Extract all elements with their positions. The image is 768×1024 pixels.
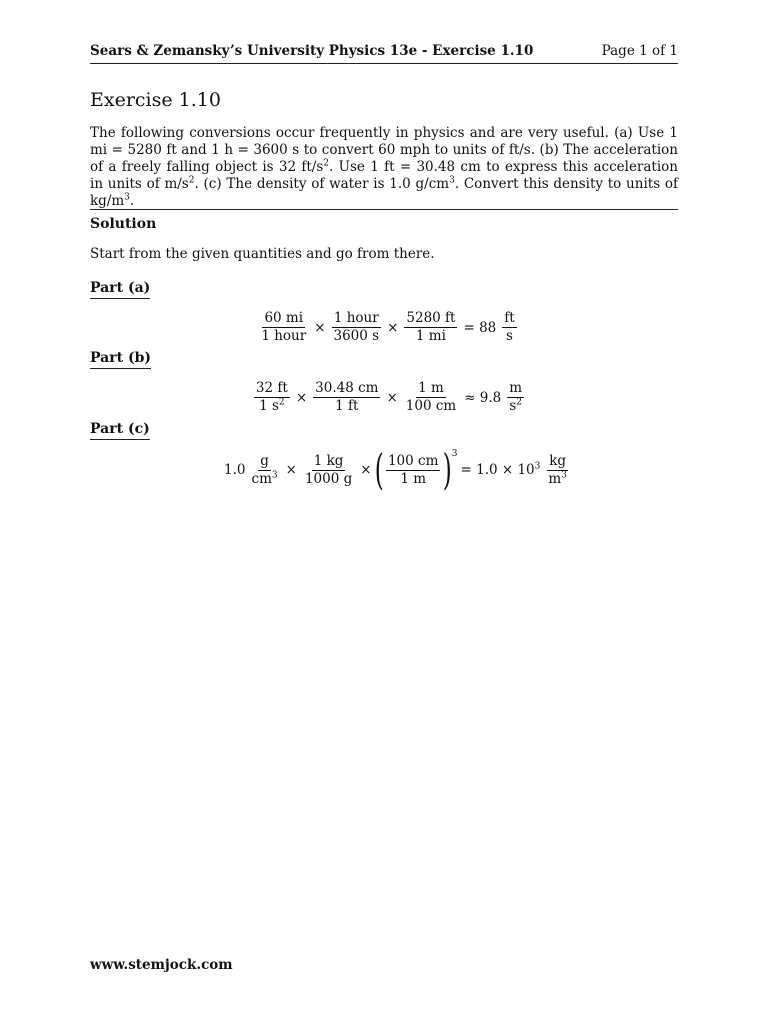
numerator: ft xyxy=(504,310,515,326)
problem-text-3: . (c) The density of water is 1.0 g/cm xyxy=(194,176,450,192)
superscript: 3 xyxy=(124,192,130,203)
numerator: 1 kg xyxy=(313,452,344,469)
denominator: 3600 s xyxy=(333,328,380,344)
denominator: 1 hour xyxy=(261,328,307,344)
numerator: 1 m xyxy=(418,380,444,396)
denominator: 1 m xyxy=(400,470,426,487)
times-operator: × xyxy=(314,319,326,336)
denominator: 100 cm xyxy=(405,398,457,414)
denominator-text: cm xyxy=(251,470,272,487)
numerator: kg xyxy=(549,452,567,469)
result-value: = 88 xyxy=(463,319,497,336)
exponent: 2 xyxy=(516,397,522,408)
footer-url[interactable]: www.stemjock.com xyxy=(90,957,233,973)
denominator-text: 1 s xyxy=(259,398,279,414)
part-b-heading: Part (b) xyxy=(90,350,151,369)
fraction xyxy=(303,454,354,487)
part-a-heading: Part (a) xyxy=(90,280,150,299)
numerator: g xyxy=(260,452,269,469)
denominator-text: m xyxy=(548,470,562,487)
denominator xyxy=(257,398,287,414)
fraction xyxy=(386,454,440,487)
problem-text-1: The following conversions occur frequently in physics and are very useful. (a) Use 1 mi = 5280 ft and 1 h = 3600 s to convert 60 mph to units of ft/s. (b) The acceleration of a freely falling object is 32 ft/s xyxy=(90,125,678,175)
problem-text-5: . xyxy=(129,193,135,209)
part-a-equation xyxy=(90,311,678,344)
exponent: 2 xyxy=(278,397,285,408)
fraction xyxy=(404,381,458,414)
denominator xyxy=(507,398,524,414)
result-text: = 1.0 × 10 xyxy=(460,462,535,478)
divider xyxy=(90,209,678,210)
superscript: 2 xyxy=(188,175,195,186)
fraction xyxy=(313,381,380,414)
numerator: 30.48 cm xyxy=(315,380,379,396)
times-operator: × xyxy=(360,462,372,478)
denominator xyxy=(250,471,280,487)
solution-intro: Start from the given quantities and go from there. xyxy=(90,246,435,262)
numerator: 100 cm xyxy=(387,452,439,469)
exponent: 3 xyxy=(451,449,458,459)
header-title: Sears & Zemansky’s University Physics 13e - Exercise 1.10 xyxy=(90,43,534,59)
problem-text-4: . Convert this density to units of kg/m xyxy=(90,176,678,209)
fraction xyxy=(259,311,308,344)
denominator: 1000 g xyxy=(304,470,353,487)
fraction xyxy=(250,454,280,487)
fraction xyxy=(254,381,290,414)
exponent: 3 xyxy=(534,461,541,472)
fraction xyxy=(332,311,382,344)
result-value: ≈ 9.8 xyxy=(464,389,502,406)
problem-statement xyxy=(90,125,678,210)
denominator xyxy=(546,471,569,487)
document-page xyxy=(90,0,678,1024)
part-b-equation xyxy=(90,381,678,414)
left-parenthesis: ( xyxy=(374,445,384,494)
fraction xyxy=(404,311,457,344)
numerator: 32 ft xyxy=(255,380,288,396)
exercise-title: Exercise 1.10 xyxy=(90,89,221,111)
numerator: 5280 ft xyxy=(406,310,456,326)
numerator: 60 mi xyxy=(264,310,304,326)
denominator: s xyxy=(505,328,513,344)
times-operator: × xyxy=(386,389,398,406)
denominator: 1 mi xyxy=(415,328,446,344)
numerator: m xyxy=(509,380,523,396)
superscript: 2 xyxy=(323,158,330,169)
result-value xyxy=(461,462,541,478)
part-c-equation xyxy=(90,445,678,494)
coefficient: 1.0 xyxy=(224,462,246,478)
denominator: 1 ft xyxy=(335,398,359,414)
times-operator: × xyxy=(285,462,297,478)
problem-text-2: . Use 1 ft = 30.48 cm to express this acceleration in units of m/s xyxy=(90,159,678,192)
result-unit xyxy=(502,311,516,344)
result-unit xyxy=(546,454,569,487)
exponent: 3 xyxy=(561,470,567,480)
times-operator: × xyxy=(295,389,308,406)
page-number: Page 1 of 1 xyxy=(601,43,678,59)
result-unit xyxy=(507,381,524,414)
numerator: 1 hour xyxy=(333,310,379,326)
solution-heading: Solution xyxy=(90,216,157,232)
part-c-heading: Part (c) xyxy=(90,421,150,440)
denominator-text: s xyxy=(509,398,517,414)
superscript: 3 xyxy=(449,175,455,186)
exponent: 3 xyxy=(271,470,278,480)
times-operator: × xyxy=(387,319,399,336)
right-parenthesis: ) xyxy=(443,445,453,494)
page-header xyxy=(90,43,678,64)
